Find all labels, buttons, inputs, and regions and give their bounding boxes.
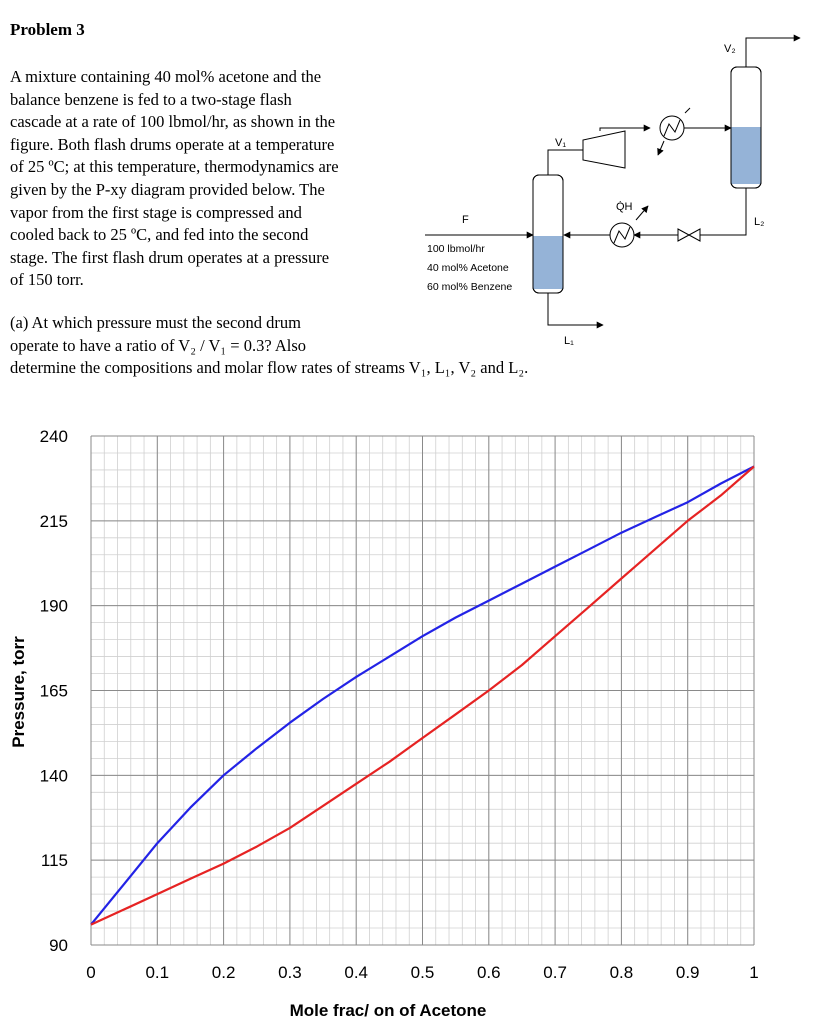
- y-tick-label: 90: [49, 936, 68, 955]
- description-line: of 150 torr.: [10, 270, 84, 290]
- question-line: operate to have a ratio of V₂ / V₁ = 0.3? Also: [10, 335, 307, 355]
- problem-title: Problem 3: [10, 20, 85, 39]
- description-line: balance benzene is fed to a two-stage flash: [10, 89, 292, 109]
- y-tick-label: 190: [39, 596, 68, 616]
- v1-label: V₁: [555, 137, 567, 149]
- y-axis-label: Pressure, torr: [9, 636, 28, 748]
- x-tick-label: 0.3: [278, 963, 302, 982]
- description-line: vapor from the first stage is compressed and: [10, 202, 302, 222]
- x-tick-label: 0.2: [211, 963, 236, 982]
- question-line: (a) At which pressure must the second drum: [10, 313, 301, 332]
- feed-rate: 100 lbmol/hr: [427, 243, 485, 255]
- x-tick-label: 1: [749, 963, 759, 982]
- description-line: given by the P-xy diagram provided below. The: [10, 179, 325, 199]
- x-tick-label: 0.1: [145, 963, 170, 982]
- l1-label: L₁: [564, 335, 574, 347]
- description-line: stage. The first flash drum operates at a pressure: [10, 247, 330, 267]
- x-axis-label: Mole frac/ on of Acetone: [289, 1001, 487, 1020]
- feed-acetone: 40 mol% Acetone: [427, 262, 509, 274]
- description-line: of 25 ºC; at this temperature, thermodynamics are: [10, 157, 339, 177]
- y-tick-label: 215: [39, 511, 68, 531]
- x-tick-label: 0.8: [609, 963, 634, 982]
- description-line: figure. Both flash drums operate at a temperature: [10, 134, 335, 154]
- x-tick-label: 0.6: [476, 963, 501, 982]
- feed-benzene: 60 mol% Benzene: [427, 281, 513, 293]
- x-tick-label: 0.7: [543, 963, 567, 982]
- description-line: cooled back to 25 ºC, and fed into the second: [10, 225, 309, 245]
- y-axis-ticks: [40, 427, 68, 955]
- y-tick-label: 140: [39, 766, 68, 786]
- y-tick-label: 165: [39, 681, 68, 701]
- x-tick-label: 0.4: [344, 963, 369, 982]
- feed-label: F: [462, 214, 469, 226]
- x-tick-label: 0: [86, 963, 96, 982]
- x-axis-ticks: [86, 963, 758, 982]
- chart-major-grid: [91, 436, 754, 945]
- l2-label: L₂: [754, 216, 765, 228]
- x-tick-label: 0.9: [675, 963, 700, 982]
- y-tick-label: 240: [39, 427, 68, 446]
- qh-label: Q̇H: [616, 201, 633, 213]
- description-line: A mixture containing 40 mol% acetone and the: [10, 67, 322, 86]
- v2-label: V₂: [724, 43, 736, 55]
- question-line: determine the compositions and molar flow rates of streams V₁, L₁, V₂ and L₂.: [10, 358, 529, 377]
- description-line: cascade at a rate of 100 lbmol/hr, as shown in the: [10, 112, 336, 132]
- y-tick-label: 115: [40, 851, 68, 871]
- x-tick-label: 0.5: [410, 963, 435, 982]
